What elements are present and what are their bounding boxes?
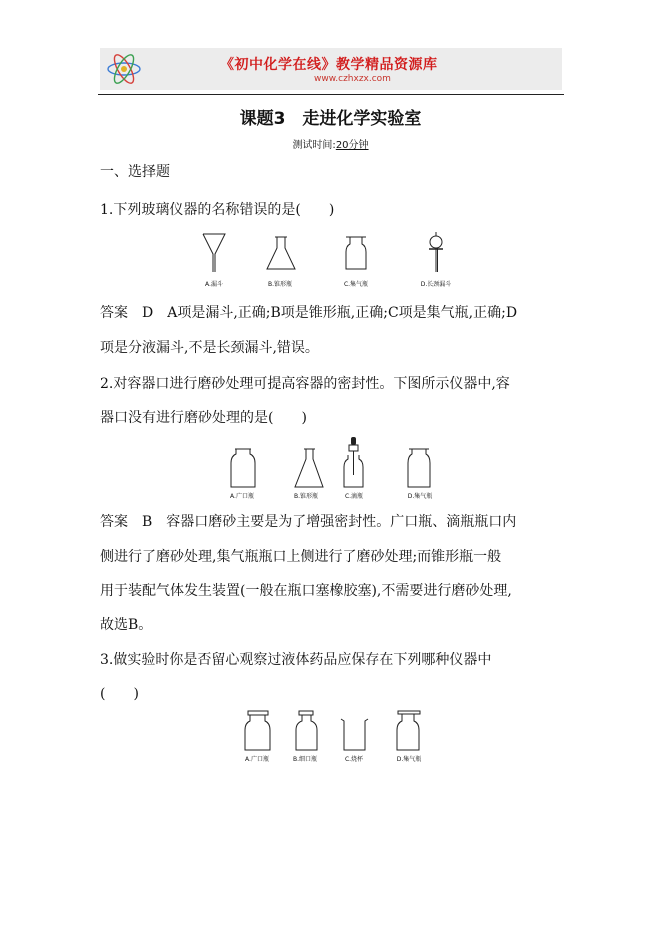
q1-caption-d: D.长颈漏斗 xyxy=(420,281,452,288)
banner-url: www.czhxzx.com xyxy=(314,74,391,84)
test-time xyxy=(0,136,661,151)
test-time-value: 20分钟 xyxy=(335,140,369,151)
section-heading: 一、选择题 xyxy=(100,164,170,180)
conical-flask-icon xyxy=(295,449,323,487)
funnel-icon xyxy=(203,234,225,272)
gas-jar-icon xyxy=(408,449,430,487)
q1-caption-a: A.漏斗 xyxy=(205,281,223,288)
q2-caption-c: C.滴瓶 xyxy=(344,493,364,500)
q3-caption-a: A.广口瓶 xyxy=(245,756,269,763)
q2-answer-line-1: 答案 B 容器口磨砂主要是为了增强密封性。广口瓶、滴瓶瓶口内 xyxy=(100,514,517,530)
q1-caption-b: B.锥形瓶 xyxy=(267,281,293,288)
header-banner xyxy=(100,48,562,90)
q2-caption-a: A.广口瓶 xyxy=(230,493,254,500)
q2-stem-line-1: 2.对容器口进行磨砂处理可提高容器的密封性。下图所示仪器中,容 xyxy=(100,376,510,392)
q1-answer-line-1: 答案 D A项是漏斗,正确;B项是锥形瓶,正确;C项是集气瓶,正确;D xyxy=(100,305,518,321)
q3-stem-line-2: ( ) xyxy=(100,686,139,702)
dropper-bottle-icon xyxy=(344,437,363,487)
gas-jar-icon xyxy=(346,237,366,269)
q2-caption-b: B.锥形瓶 xyxy=(293,493,319,500)
test-time-label: 测试时间: xyxy=(292,140,336,151)
q3-caption-c: C.烧杯 xyxy=(344,756,364,763)
separatory-funnel-icon xyxy=(429,232,443,272)
wide-mouth-bottle-icon xyxy=(231,449,255,487)
q2-answer-line-4: 故选B。 xyxy=(100,617,153,633)
q2-stem-line-2: 器口没有进行磨砂处理的是( ) xyxy=(100,410,307,426)
header-rule xyxy=(98,94,564,95)
q2-figure xyxy=(225,437,445,489)
q3-stem-line-1: 3.做实验时你是否留心观察过液体药品应保存在下列哪种仪器中 xyxy=(100,652,492,668)
narrow-mouth-bottle-icon xyxy=(296,711,317,750)
beaker-icon xyxy=(341,719,368,750)
q1-figure xyxy=(200,232,460,277)
conical-flask-icon xyxy=(267,237,295,269)
q1-answer-line-2: 项是分液漏斗,不是长颈漏斗,错误。 xyxy=(100,340,319,356)
q2-answer-line-3: 用于装配气体发生装置(一般在瓶口塞橡胶塞),不需要进行磨砂处理, xyxy=(100,583,512,599)
q3-caption-b: B.细口瓶 xyxy=(292,756,318,763)
q3-figure xyxy=(240,710,425,754)
gas-jar-icon xyxy=(397,711,420,750)
q1-caption-c: C.集气瓶 xyxy=(343,281,369,288)
page-title: 课题3 走进化学实验室 xyxy=(239,109,422,129)
q1-stem: 1.下列玻璃仪器的名称错误的是( ) xyxy=(100,202,335,218)
banner-title: 《初中化学在线》教学精品资源库 xyxy=(220,57,438,73)
atom-logo-icon xyxy=(104,51,144,87)
q2-caption-d: D.集气瓶 xyxy=(407,493,433,500)
wide-mouth-bottle-icon xyxy=(245,711,270,750)
q3-caption-d: D.集气瓶 xyxy=(396,756,422,763)
q2-answer-line-2: 侧进行了磨砂处理,集气瓶瓶口上侧进行了磨砂处理;而锥形瓶一般 xyxy=(100,549,502,565)
